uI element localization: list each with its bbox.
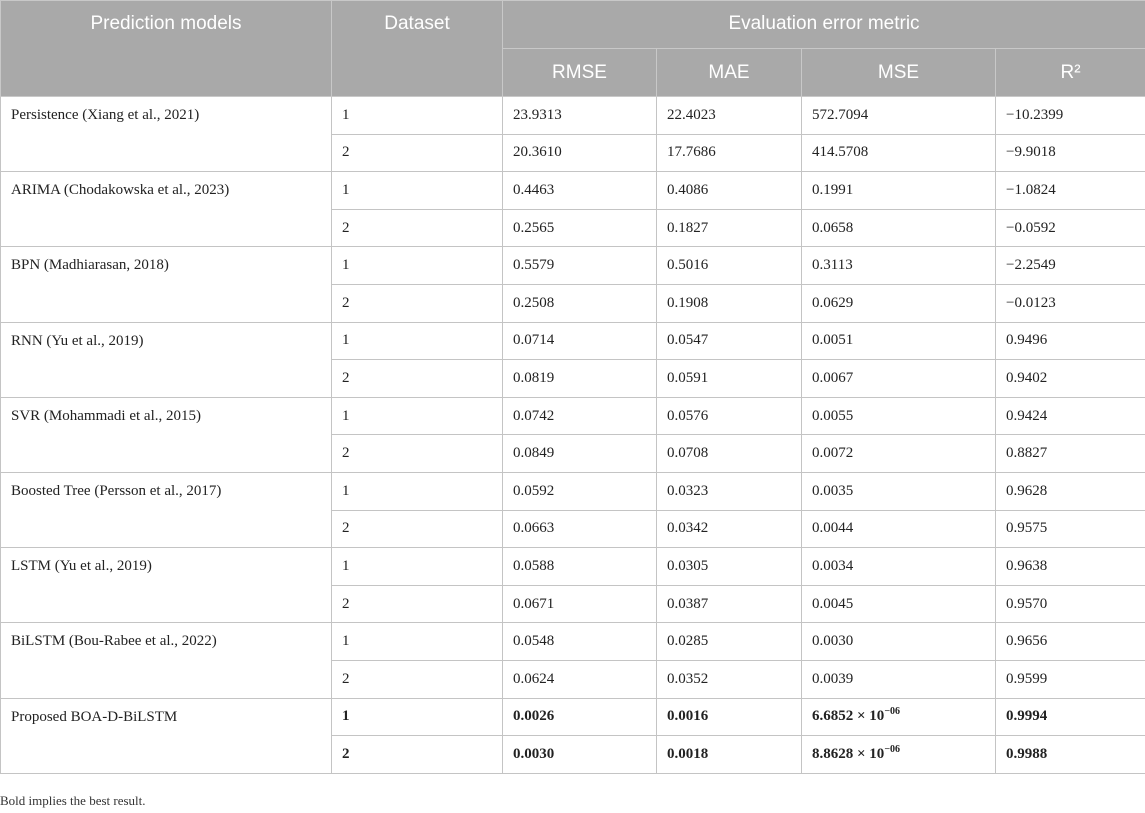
mse-cell: 0.0072 [802,435,996,473]
rmse-cell: 0.2508 [503,284,657,322]
mse-cell: 0.0045 [802,585,996,623]
table-row [1,548,1145,586]
mse-cell: 0.0067 [802,360,996,398]
mse-exponent: −06 [884,706,901,718]
dataset-cell: 2 [332,660,503,698]
r2-cell: 0.9575 [996,510,1145,548]
mae-cell: 0.0305 [657,548,802,586]
mae-cell: 0.1827 [657,209,802,247]
rmse-cell: 20.3610 [503,134,657,172]
rmse-cell: 0.0588 [503,548,657,586]
mse-cell: 0.0658 [802,209,996,247]
dataset-cell: 2 [332,510,503,548]
header-mae: MAE [657,49,802,97]
table-row [1,247,1145,285]
rmse-cell: 0.0592 [503,472,657,510]
mse-cell: 0.0044 [802,510,996,548]
table-row [1,397,1145,435]
mse-cell: 0.0035 [802,472,996,510]
table-row [1,623,1145,661]
mae-cell: 0.0342 [657,510,802,548]
dataset-cell: 1 [332,548,503,586]
rmse-cell: 0.4463 [503,172,657,210]
mse-cell: 0.0055 [802,397,996,435]
r2-cell: 0.9496 [996,322,1145,360]
table-footnote: Bold implies the best result. [0,793,146,808]
rmse-cell: 0.0671 [503,585,657,623]
mse-mantissa: 6.6852 × 10 [812,708,885,725]
rmse-cell: 0.0714 [503,322,657,360]
table-row [1,472,1145,510]
dataset-cell: 1 [332,397,503,435]
r2-cell: −0.0592 [996,209,1145,247]
mse-cell: 414.5708 [802,134,996,172]
mse-cell: 0.0051 [802,322,996,360]
mse-cell: 0.0030 [802,623,996,661]
header-rmse: RMSE [503,49,657,97]
rmse-cell: 0.0030 [503,736,657,774]
mae-cell: 0.0547 [657,322,802,360]
model-name-cell: Persistence (Xiang et al., 2021) [1,97,332,172]
r2-cell: −10.2399 [996,97,1145,135]
model-name-cell: LSTM (Yu et al., 2019) [1,548,332,623]
mae-cell: 17.7686 [657,134,802,172]
r2-cell: −9.9018 [996,134,1145,172]
mae-cell: 0.0018 [657,736,802,774]
dataset-cell: 1 [332,97,503,135]
r2-cell: 0.9656 [996,623,1145,661]
dataset-cell: 1 [332,623,503,661]
dataset-cell: 2 [332,736,503,774]
dataset-cell: 1 [332,322,503,360]
dataset-cell: 2 [332,585,503,623]
mae-cell: 0.1908 [657,284,802,322]
r2-cell: 0.9424 [996,397,1145,435]
mse-cell: 0.0629 [802,284,996,322]
header-evaluation-error-metric: Evaluation error metric [503,1,1145,49]
mse-cell: 0.3113 [802,247,996,285]
dataset-cell: 1 [332,172,503,210]
table-row [1,97,1145,135]
mse-exponent: −06 [884,743,901,755]
mae-cell: 0.0016 [657,698,802,736]
table-row [1,322,1145,360]
table-body [1,97,1145,774]
r2-cell: 0.9638 [996,548,1145,586]
mse-cell: 0.0034 [802,548,996,586]
rmse-cell: 0.0548 [503,623,657,661]
mse-cell [802,698,996,736]
mae-cell: 0.0591 [657,360,802,398]
model-name-cell: RNN (Yu et al., 2019) [1,322,332,397]
mae-cell: 0.0576 [657,397,802,435]
mae-cell: 0.0708 [657,435,802,473]
model-name-cell: Boosted Tree (Persson et al., 2017) [1,472,332,547]
r2-cell: −1.0824 [996,172,1145,210]
mse-cell: 0.1991 [802,172,996,210]
rmse-cell: 0.2565 [503,209,657,247]
dataset-cell: 1 [332,472,503,510]
table-header [1,1,1145,97]
mae-cell: 0.0352 [657,660,802,698]
r2-cell: 0.9402 [996,360,1145,398]
model-name-cell: BPN (Madhiarasan, 2018) [1,247,332,322]
rmse-cell: 0.5579 [503,247,657,285]
r2-cell: 0.9994 [996,698,1145,736]
r2-cell: 0.9570 [996,585,1145,623]
mae-cell: 0.0285 [657,623,802,661]
dataset-cell: 2 [332,360,503,398]
mae-cell: 0.4086 [657,172,802,210]
rmse-cell: 23.9313 [503,97,657,135]
dataset-cell: 2 [332,134,503,172]
header-prediction-models: Prediction models [1,1,332,97]
table-row [1,172,1145,210]
mae-cell: 0.0387 [657,585,802,623]
model-name-cell: ARIMA (Chodakowska et al., 2023) [1,172,332,247]
header-dataset: Dataset [332,1,503,97]
mse-cell: 0.0039 [802,660,996,698]
r2-cell: −0.0123 [996,284,1145,322]
model-name-cell: Proposed BOA-D-BiLSTM [1,698,332,773]
r2-cell: −2.2549 [996,247,1145,285]
r2-cell: 0.9988 [996,736,1145,774]
mae-cell: 0.5016 [657,247,802,285]
dataset-cell: 1 [332,247,503,285]
mae-cell: 0.0323 [657,472,802,510]
rmse-cell: 0.0663 [503,510,657,548]
rmse-cell: 0.0624 [503,660,657,698]
rmse-cell: 0.0742 [503,397,657,435]
dataset-cell: 1 [332,698,503,736]
dataset-cell: 2 [332,209,503,247]
r2-cell: 0.9628 [996,472,1145,510]
header-mse: MSE [802,49,996,97]
rmse-cell: 0.0819 [503,360,657,398]
r2-cell: 0.9599 [996,660,1145,698]
model-name-cell: SVR (Mohammadi et al., 2015) [1,397,332,472]
header-r2: R² [996,49,1145,97]
mae-cell: 22.4023 [657,97,802,135]
model-name-cell: BiLSTM (Bou-Rabee et al., 2022) [1,623,332,698]
r2-cell: 0.8827 [996,435,1145,473]
mse-mantissa: 8.8628 × 10 [812,745,885,762]
dataset-cell: 2 [332,284,503,322]
rmse-cell: 0.0849 [503,435,657,473]
table-row [1,698,1145,736]
rmse-cell: 0.0026 [503,698,657,736]
mse-cell: 572.7094 [802,97,996,135]
mse-cell [802,736,996,774]
dataset-cell: 2 [332,435,503,473]
